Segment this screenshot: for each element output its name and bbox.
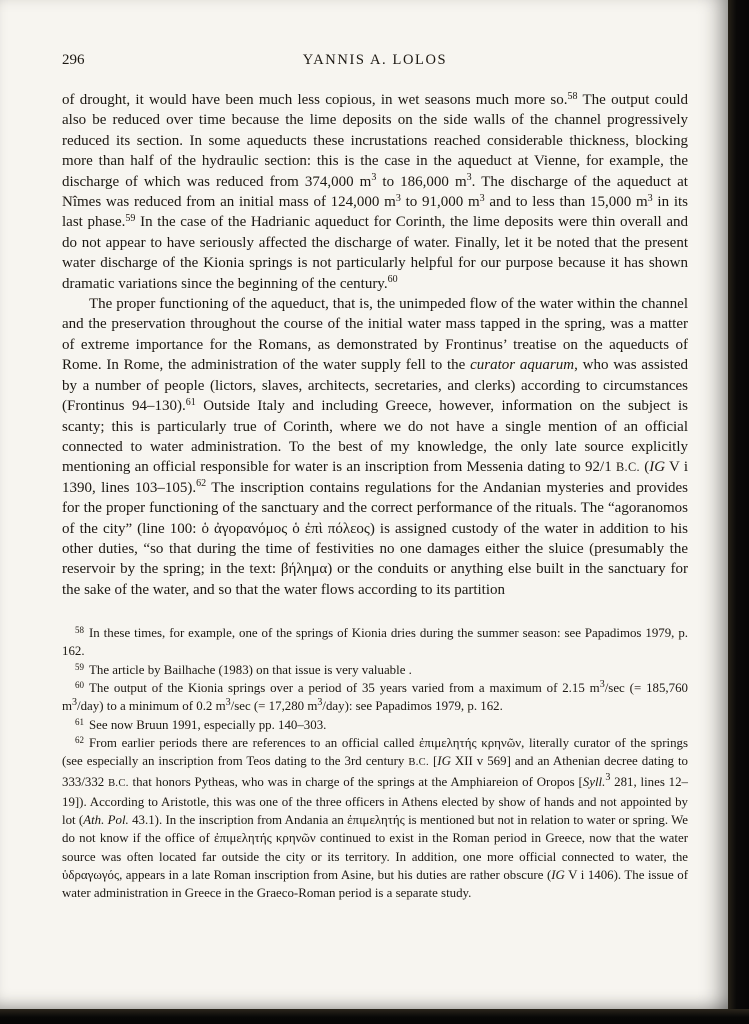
text-run: B.C.	[408, 757, 429, 769]
footnote-ref: 3	[605, 772, 611, 784]
footnote-number: 58	[75, 625, 84, 636]
footnote	[62, 734, 688, 903]
text-run: /day) to a minimum of 0.2 m	[77, 699, 226, 714]
text-run: (	[639, 459, 650, 476]
footnote-ref: 62	[196, 478, 207, 490]
italic-text: IG	[551, 868, 565, 883]
italic-text: IG	[649, 459, 666, 476]
text-run: B.C.	[615, 460, 640, 475]
footnote	[62, 679, 688, 716]
text-run: Outside Italy and including Greece, however, information on the subject is scanty; this is particularly true of Corinth, where we do not have a single mention of an official connected to water administration. To the best of my knowledge, the only late source explicitly mentioning an official responsible for water is an inscription from Messenia dating to 92/1	[62, 398, 689, 476]
italic-text: Syll.	[582, 774, 606, 789]
text-run: in its last phase.	[62, 194, 688, 231]
footnote-ref: 58	[567, 90, 578, 102]
italic-text: curator aquarum	[470, 357, 575, 374]
footnote-number: 59	[75, 661, 84, 672]
footnote	[62, 624, 688, 661]
footnote-ref: 3	[479, 192, 485, 204]
body-text	[62, 90, 688, 600]
scan-edge-right	[728, 0, 749, 1024]
text-run: to 91,000 m	[400, 194, 480, 211]
text-run: The output of the Kionia springs over a period of 35 years varied from a maximum of 2.15 m	[89, 681, 600, 696]
text-run: In these times, for example, one of the springs of Kionia dries during the summer season: see Papadimos 1979, p. 162.	[62, 626, 688, 659]
text-run: From earlier periods there are references to an official called ἐπιμελητής κρηνῶν, literally curator of the springs (see especially an inscription from Teos dating to the 3rd century	[62, 735, 688, 769]
text-run: /sec (= 185,760 m	[62, 681, 688, 714]
footnote-number: 61	[75, 716, 84, 727]
footnote-ref: 3	[395, 192, 401, 204]
footnote-ref: 3	[466, 172, 472, 184]
text-run: to 186,000 m	[376, 173, 467, 190]
footnote-ref: 3	[225, 696, 231, 708]
footnote-number: 60	[75, 680, 84, 691]
italic-text: Ath. Pol.	[83, 813, 129, 828]
footnote-ref: 3	[72, 696, 78, 708]
italic-text: IG	[437, 754, 451, 769]
footnote-ref: 3	[647, 192, 653, 204]
scan-edge-bottom	[0, 1009, 749, 1024]
text-run: The output could also be reduced over time because the lime deposits on the side walls of the channel progressively reduced its section. In some aqueducts these incrustations reached considerable thickness, blocking more than half of the hydraulic section: this is the case in the aqueduct at Vienne, for example, the discharge of which was reduced from 374,000 m	[62, 92, 688, 190]
page-number: 296	[62, 52, 85, 68]
footnote-ref: 60	[387, 274, 398, 286]
text-run: /day): see Papadimos 1979, p. 162.	[322, 699, 503, 714]
text-run: [	[429, 754, 438, 769]
text-run: that honors Pytheas, who was in charge of the springs at the Amphiareion of Oropos [	[128, 774, 583, 789]
text-run: 43.1). In the inscription from Andania an ἐπιμελητής is mentioned but not in relation to water or spring. We do not know if the office of ἐπιμελητής κρηνῶν continued to exist in the Roman period in Greece, now that the water source was often located far outside the city or its territory. In addition, one more official connected to water, the ὑδραγωγός, appears in a late Roman inscription from Asine, but his duties are rather obscure (	[62, 813, 688, 883]
text-run: V i 1390, lines 103–105).	[62, 459, 688, 496]
text-run: . The discharge of the aqueduct at Nîmes was reduced from an initial mass of 124,000 m	[62, 173, 688, 211]
text-run: The inscription contains regulations for the Andanian mysteries and provides for the proper functioning of the sanctuary and the correct performance of the rituals. The “agoranomos of the city” (line 100: ὁ ἀγορανόμος ὁ ἐπὶ πόλεος) is assigned custody of the water in addition to his other duties, “so that during the time of festivities no one damages either the sluice (presumably the reservoir by the spring; in the text: βήλημα) or the conduits or anything else built in the sanctuary for the sake of the water, and so that the water flows according to its partition	[62, 479, 688, 598]
text-run: B.C.	[108, 777, 129, 789]
text-run: See now Bruun 1991, especially pp. 140–303.	[89, 717, 327, 732]
footnotes-section	[62, 624, 688, 902]
text-run: The proper functioning of the aqueduct, that is, the unimpeded flow of the water within the channel and the preservation throughout the course of the initial water mass tapped in the spring, was a matter of extreme importance for the Romans, as demonstrated by Frontinus’ treatise on the aqueducts of Rome. In Rome, the administration of the water supply fell to the	[62, 296, 688, 374]
text-run: /sec (= 17,280 m	[230, 699, 318, 714]
footnote-ref: 61	[185, 396, 196, 408]
footnote-ref: 59	[125, 212, 136, 224]
text-run: , who was assisted by a number of people (lictors, slaves, architects, secretaries, and clerks) according to circumstances (Frontinus 94–130).	[62, 357, 688, 415]
running-header-author: YANNIS A. LOLOS	[302, 52, 448, 68]
footnote-ref: 3	[317, 696, 323, 708]
footnote-number: 62	[75, 734, 84, 745]
text-run: of drought, it would have been much less copious, in wet seasons much more so.	[62, 92, 568, 108]
footnote	[62, 716, 688, 734]
page-header	[62, 50, 688, 74]
footnote-ref: 3	[599, 678, 605, 690]
text-run: V i 1406). The issue of water administration in Greece in the Graeco-Roman period is a separate study.	[62, 868, 688, 901]
text-run: In the case of the Hadrianic aqueduct for Corinth, the lime deposits were thin overall and do not appear to have seriously affected the discharge of water. Finally, let it be noted that the present water discharge of the Kionia springs is not particularly helpful for our purpose because it has shown dramatic variations since the beginning of the century.	[62, 214, 688, 292]
paragraph	[62, 90, 688, 294]
text-run: XII v 569] and an Athenian decree dating to 333/332	[62, 754, 689, 789]
text-run: 281, lines 12–19]). According to Aristotle, this was one of the three officers in Athens elected by show of hands and not appointed by lot (	[62, 774, 688, 828]
text-run: The article by Bailhache (1983) on that issue is very valuable .	[89, 662, 412, 677]
text-run: and to less than 15,000 m	[484, 194, 648, 211]
footnote-ref: 3	[371, 172, 377, 184]
paragraph	[62, 294, 688, 600]
footnote	[62, 661, 688, 679]
